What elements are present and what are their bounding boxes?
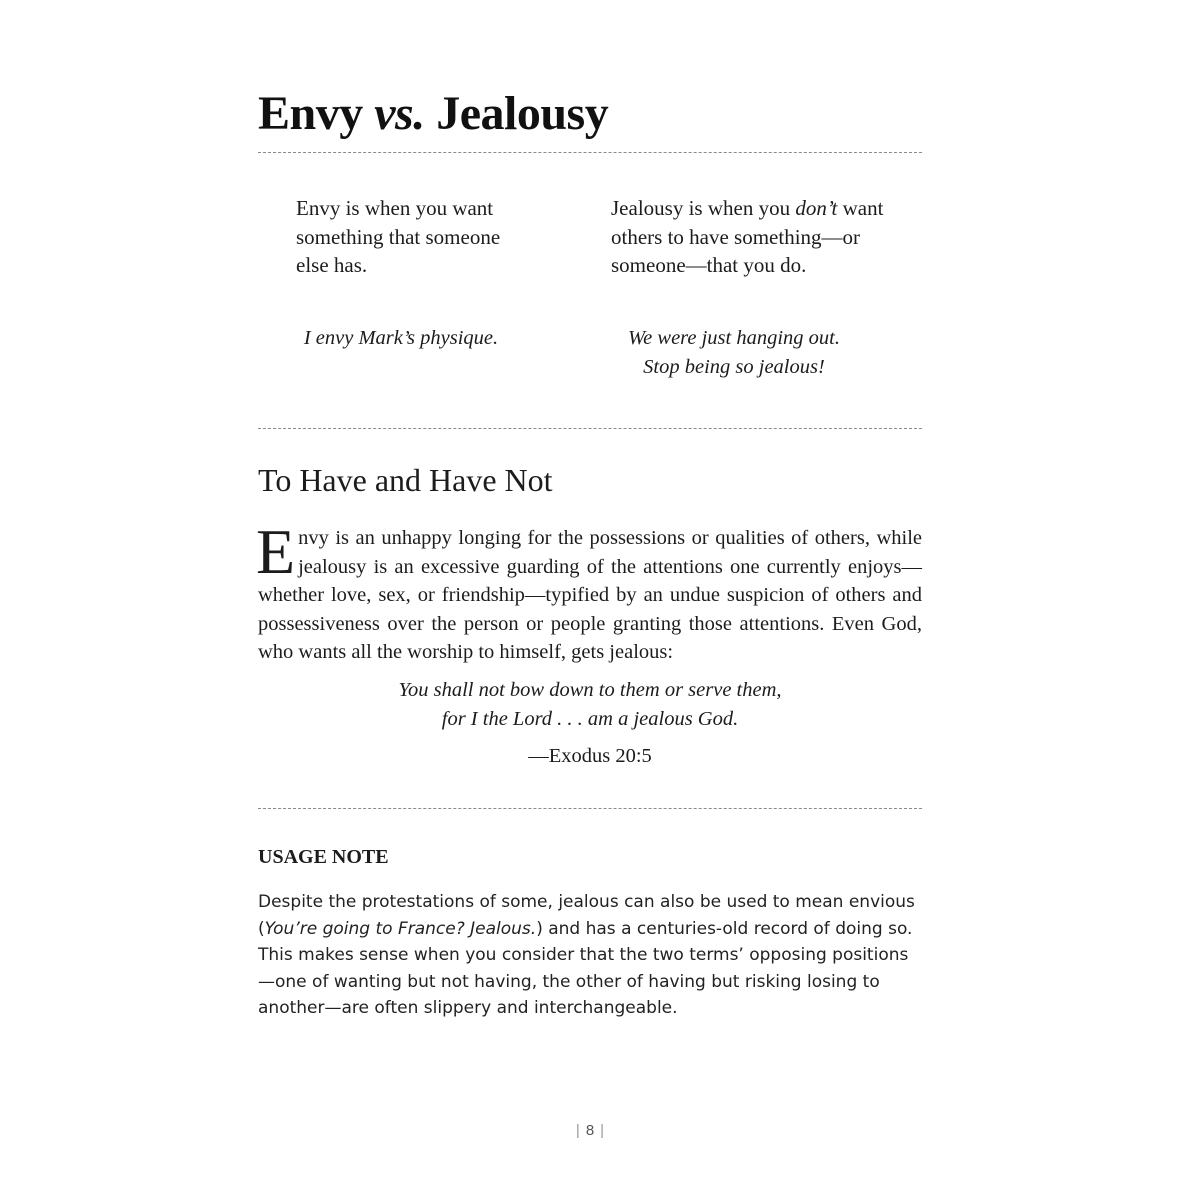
usage-note-text: ) and has a centuries-old record of doing so. This makes sense when you consider that the two terms’ opposing positions—one of wanting but not having, the other of having but risking losing to another—are often slippery and interchangeable. (258, 918, 913, 1018)
section-body (256, 516, 922, 667)
jealousy-definition-emphasis: don’t (795, 196, 838, 220)
quote-source: —Exodus 20:5 (528, 745, 652, 767)
envy-example (278, 324, 524, 353)
jealousy-definition-line (611, 194, 911, 223)
envy-definition (296, 194, 556, 280)
page-title (258, 86, 608, 141)
page-number-bar-right: | (600, 1122, 605, 1139)
title-envy: Envy (258, 87, 363, 140)
page-number (258, 1122, 922, 1139)
usage-note-italic: You’re going to France? Jealous. (264, 918, 537, 939)
jealousy-example (594, 324, 874, 381)
quote-line: for I the Lord . . . am a jealous God. (441, 708, 739, 730)
jealousy-example-line: Stop being so jealous! (643, 355, 825, 378)
drop-cap: E (256, 516, 296, 587)
dashed-divider-top (258, 152, 922, 153)
usage-note-heading: USAGE NOTE (258, 846, 389, 868)
jealousy-definition (611, 194, 911, 280)
dashed-divider-bottom (258, 808, 922, 809)
envy-definition-line: something that someone (296, 224, 501, 249)
title-vs: vs. (374, 87, 425, 140)
envy-example-line: I envy Mark’s physique. (303, 327, 499, 349)
quote-line: You shall not bow down to them or serve them, (398, 679, 782, 701)
jealousy-definition-text: want (837, 196, 884, 220)
book-page (258, 0, 922, 1200)
jealousy-definition-text: Jealousy is when you (611, 196, 796, 220)
jealousy-definition-line: someone—that you do. (611, 253, 807, 277)
title-jealousy: Jealousy (436, 87, 609, 140)
section-body-text: nvy is an unhappy longing for the possessions or qualities of others, while jealousy is an excessive guarding of the attentions one currently enjoys—whether love, sex, or friendship—typified by an undue suspicion of others and possessiveness over the person or people granting those attentions. Even God, who wants all the worship to himself, gets jealous: (258, 527, 922, 663)
page-number-bar-left: | (575, 1122, 580, 1139)
dashed-divider-middle (258, 428, 922, 429)
jealousy-definition-line: others to have something—or (611, 224, 861, 249)
section-title: To Have and Have Not (258, 462, 553, 498)
usage-note-body (258, 889, 922, 1022)
envy-definition-line: else has. (296, 253, 368, 277)
jealousy-example-line: We were just hanging out. (627, 327, 841, 349)
usage-note-text: Despite the protestations of some, jealous can also be used to mean envious ( (258, 892, 915, 939)
scripture-quote (258, 676, 922, 734)
envy-definition-line: Envy is when you want (296, 196, 494, 220)
page-number-value: 8 (585, 1122, 595, 1139)
